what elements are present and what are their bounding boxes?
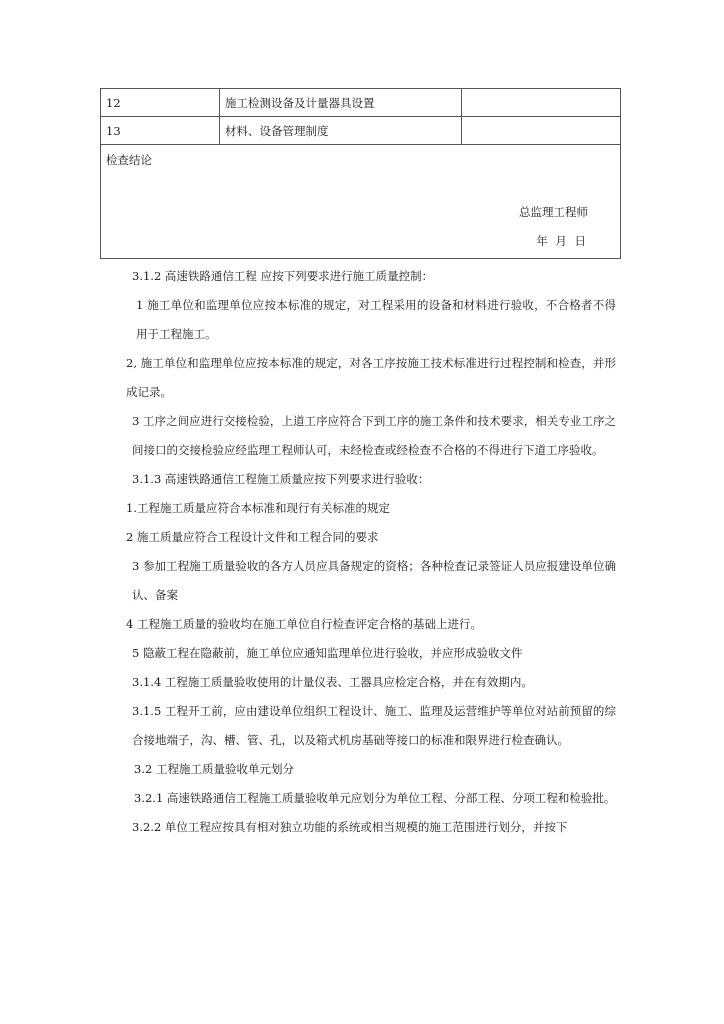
row-note [462,117,620,144]
paragraph-3-1-4: 3.1.4 工程施工质量验收使用的计量仪表、工器具应检定合格，并在有效期内。 [132,675,533,689]
paragraph-3-1-5: 3.1.5 工程开工前，应由建设单位组织工程设计、施工、监理及运营维护等单位对站前预留的综合接地端子，沟、槽、管、孔，以及箱式机房基础等接口的标准和限界进行检查确认。 [132,704,616,747]
paragraph-3-2-2: 3.2.2 单位工程应按具有相对独立功能的系统或相当规模的施工范围进行划分，并按下 [132,820,568,834]
table-row [101,117,620,145]
table-row [101,89,620,117]
row-number: 12 [101,89,220,116]
section-heading-3-2: 3.2 工程施工质量验收单元划分 [134,762,294,776]
inspection-table [100,88,621,259]
paragraph: 5 隐蔽工程在隐蔽前，施工单位应通知监理单位进行验收，并应形成验收文件 [132,646,523,660]
paragraph-3-1-3: 3.1.3 高速铁路通信工程施工质量应按下列要求进行验收： [132,472,430,486]
document-body [110,262,616,842]
conclusion-label: 检查结论 [106,153,152,167]
row-note [462,89,620,116]
paragraph: 2, 施工单位和监理单位应按本标准的规定，对各工序按施工技术标准进行过程控制和检查，并形成记录。 [126,356,616,399]
date-line: 年 月 日 [536,234,588,248]
paragraph: 2 施工质量应符合工程设计文件和工程合同的要求 [126,530,379,544]
paragraph: 1.工程施工质量应符合本标准和现行有关标准的规定 [126,501,390,515]
chief-supervisor-signature: 总监理工程师 [519,205,588,219]
paragraph-3-2-1: 3.2.1 高速铁路通信工程施工质量验收单元应划分为单位工程、分部工程、分项工程和检验批。 [134,791,616,805]
paragraph: 3 工序之间应进行交接检验，上道工序应符合下到工序的施工条件和技术要求，相关专业工序之间接口的交接检验应经监理工程师认可，未经检查或经检查不合格的不得进行下道工序验收。 [132,414,616,457]
paragraph: 1 施工单位和监理单位应按本标准的规定，对工程采用的设备和材料进行验收，不合格者不得用于工程施工。 [136,298,616,341]
row-item: 材料、设备管理制度 [220,117,462,144]
conclusion-cell [101,145,620,258]
paragraph: 4 工程施工质量的验收均在施工单位自行检查评定合格的基础上进行。 [126,617,482,631]
row-item: 施工检测设备及计量器具设置 [220,89,462,116]
paragraph: 3 参加工程施工质量验收的各方人员应具备规定的资格；各种检查记录签证人员应报建设单位确认、备案 [132,559,616,602]
paragraph-3-1-2: 3.1.2 高速铁路通信工程 应按下列要求进行施工质量控制： [132,269,434,283]
row-number: 13 [101,117,220,144]
